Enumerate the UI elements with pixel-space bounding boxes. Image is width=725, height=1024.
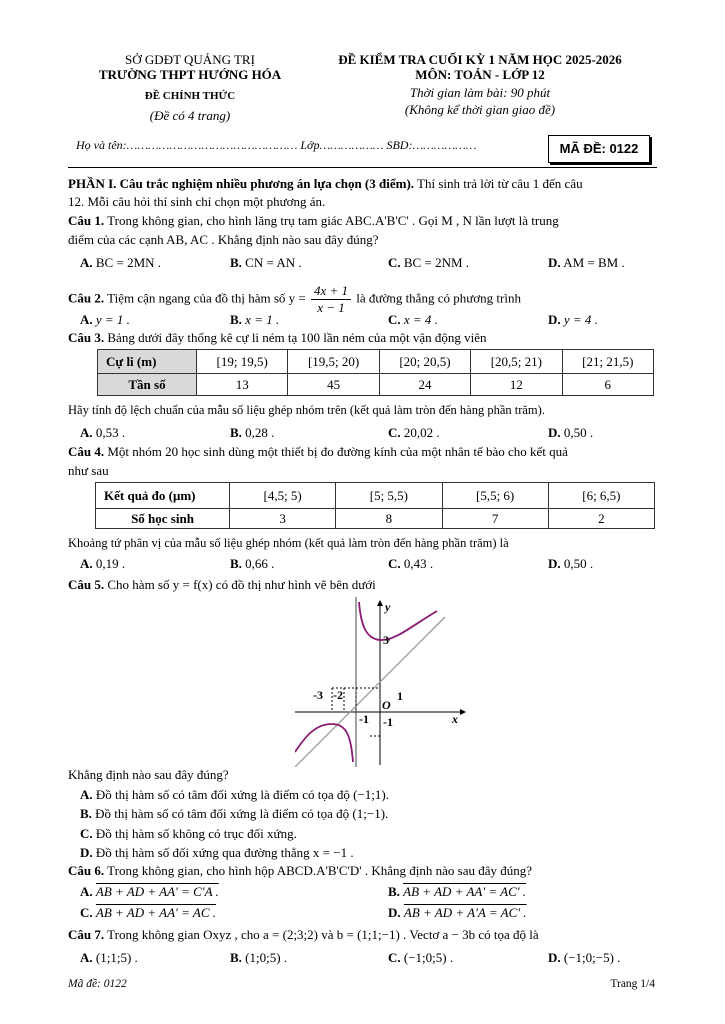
q5-option-a[interactable]: A. Đồ thị hàm số có tâm đối xứng là điểm có tọa độ (−1;1).: [80, 787, 389, 802]
tick-minus3: -3: [313, 688, 323, 702]
q7-text: Câu 7. Trong không gian Oxyz , cho a = (2;3;2) và b = (1;1;−1) . Vectơ a − 3b có tọa độ là: [68, 927, 539, 942]
q7-option-c[interactable]: C. (−1;0;5) .: [388, 950, 454, 965]
q3-option-a[interactable]: A. 0,53 .: [80, 425, 126, 440]
exam-code-box: MÃ ĐỀ: 0122: [548, 135, 650, 163]
subject: MÔN: TOÁN - LỚP 12: [415, 67, 545, 82]
q2-text: Câu 2. Tiệm cận ngang của đồ thị hàm số y = $\frac{4x + 1}{x - 1}$ là đường thẳng có phương trình: [68, 283, 521, 315]
q5-option-d[interactable]: D. Đồ thị hàm số đối xứng qua đường thẳng x = −1 .: [80, 845, 354, 860]
tick-minus1-x: -1: [359, 712, 369, 726]
q4-count-cell: Số học sinh: [96, 509, 230, 529]
q7-option-d[interactable]: D. (−1;0;−5) .: [548, 950, 621, 965]
q6-option-a[interactable]: A. AB + AD + AA' = C'A .: [80, 884, 219, 899]
q3-interval: [20,5; 21): [471, 350, 562, 374]
q4-text: Câu 4. Một nhóm 20 học sinh dùng một thiết bị đo đường kính của một nhân tế bào cho kết quả: [68, 444, 568, 459]
tick-1: 1: [397, 689, 403, 703]
q3-table: [97, 349, 654, 396]
q4-interval: [5; 5,5): [336, 483, 442, 509]
q3-option-c[interactable]: C. 20,02 .: [388, 425, 440, 440]
q4-option-b[interactable]: B. 0,66 .: [230, 556, 275, 571]
q4-interval: [4,5; 5): [230, 483, 336, 509]
q3-freq: 24: [379, 374, 470, 396]
q5-option-b[interactable]: B. Đồ thị hàm số có tâm đối xứng là điểm có tọa độ (1;−1).: [80, 806, 389, 821]
q4-text-2: như sau: [68, 463, 109, 478]
curve-left-branch: [295, 724, 353, 762]
q3-freq: 13: [197, 374, 288, 396]
q3-head-cell: Cự li (m): [98, 350, 197, 374]
tick-minus2: -2: [333, 688, 343, 702]
q1-text: Câu 1. Trong không gian, cho hình lăng trụ tam giác ABC.A'B'C' . Gọi M , N lần lượt là trung: [68, 213, 559, 228]
q4-count: 8: [336, 509, 442, 529]
q5-question: Khẳng định nào sau đây đúng?: [68, 767, 229, 782]
q2-fraction: $\frac{4x + 1}{x - 1}$: [311, 283, 351, 316]
q6-option-c[interactable]: C. AB + AD + AA' = AC .: [80, 905, 216, 920]
x-axis-label: x: [452, 712, 458, 726]
q1-option-b[interactable]: B. CN = AN .: [230, 255, 302, 270]
q3-question: Hãy tính độ lệch chuẩn của mẫu số liệu ghép nhóm trên (kết quả làm tròn đến hàng phần trăm).: [68, 403, 545, 417]
q3-freq-cell: Tần số: [98, 374, 197, 396]
student-info-line: Họ và tên:………………………………………… Lớp……………… SBD:………………: [76, 138, 477, 152]
q4-head-cell: Kết quả đo (μm): [96, 483, 230, 509]
q3-row-freq: [98, 374, 654, 396]
time-limit: Thời gian làm bài: 90 phút: [409, 85, 551, 100]
q2-option-c[interactable]: C. x = 4 .: [388, 312, 438, 327]
q5-graph: [295, 597, 470, 767]
q6-text: Câu 6. Trong không gian, cho hình hộp ABCD.A'B'C'D' . Khẳng định nào sau đây đúng?: [68, 863, 533, 878]
q4-count: 3: [230, 509, 336, 529]
q4-count: 2: [548, 509, 654, 529]
school-name: TRƯỜNG THPT HƯỚNG HÓA: [98, 67, 282, 82]
q4-interval: [5,5; 6): [442, 483, 548, 509]
q5-option-c[interactable]: C. Đồ thị hàm số không có trục đối xứng.: [80, 826, 297, 841]
q4-row-count: [96, 509, 655, 529]
q6-option-d[interactable]: D. AB + AD + A'A = AC' .: [388, 905, 527, 920]
curve-right-branch: [359, 602, 437, 640]
q2-option-b[interactable]: B. x = 1 .: [230, 312, 280, 327]
header-divider: [68, 167, 657, 168]
q6-option-b[interactable]: B. AB + AD + AA' = AC' .: [388, 884, 527, 899]
q3-text: Câu 3. Bảng dưới đây thống kê cự li ném tạ 100 lần ném của một vận động viên: [68, 330, 487, 345]
q7-option-a[interactable]: A. (1;1;5) .: [80, 950, 138, 965]
part1-intro: 12. Mỗi câu hỏi thí sinh chỉ chọn một phương án.: [68, 194, 326, 209]
q4-option-c[interactable]: C. 0,43 .: [388, 556, 434, 571]
dept-name: SỞ GDĐT QUẢNG TRỊ: [125, 52, 255, 67]
q1-option-c[interactable]: C. BC = 2NM .: [388, 255, 470, 270]
tick-minus1-y: -1: [383, 715, 393, 729]
q5-text: Câu 5. Cho hàm số y = f(x) có đồ thị như hình vẽ bên dưới: [68, 577, 376, 592]
q3-option-b[interactable]: B. 0,28 .: [230, 425, 275, 440]
q3-interval: [20; 20,5): [379, 350, 470, 374]
exam-title: ĐỀ KIỂM TRA CUỐI KỲ 1 NĂM HỌC 2025-2026: [338, 52, 622, 67]
q2-option-d[interactable]: D. y = 4 .: [548, 312, 598, 327]
tick-3: 3: [383, 633, 389, 647]
footer-exam-code: Mã đề: 0122: [68, 978, 127, 990]
q3-freq: 6: [562, 374, 653, 396]
q4-option-d[interactable]: D. 0,50 .: [548, 556, 594, 571]
q4-count: 7: [442, 509, 548, 529]
q2-option-a[interactable]: A. y = 1 .: [80, 312, 130, 327]
q4-question: Khoảng tứ phân vị của mẫu số liệu ghép nhóm (kết quả làm tròn đến hàng phần trăm) là: [68, 536, 509, 550]
q3-row-intervals: [98, 350, 654, 374]
part1-heading: PHẦN I. Câu trắc nghiệm nhiều phương án lựa chọn (3 điểm). Thí sinh trả lời từ câu 1 đến câu: [68, 176, 583, 191]
q3-interval: [21; 21,5): [562, 350, 653, 374]
q1-text-2: điểm của các cạnh AB, AC . Khẳng định nào sau đây đúng?: [68, 232, 379, 247]
y-axis-label: y: [385, 600, 391, 614]
q4-interval: [6; 6,5): [548, 483, 654, 509]
footer-page-number: Trang 1/4: [610, 978, 655, 990]
q4-table: [95, 482, 655, 529]
q1-option-a[interactable]: A. BC = 2MN .: [80, 255, 162, 270]
q3-interval: [19; 19,5): [197, 350, 288, 374]
time-note: (Không kể thời gian giao đề): [404, 102, 556, 117]
origin-label: O: [382, 698, 391, 712]
q3-interval: [19,5; 20): [288, 350, 379, 374]
official-label: ĐỀ CHÍNH THỨC: [144, 90, 236, 102]
q7-option-b[interactable]: B. (1;0;5) .: [230, 950, 288, 965]
q4-option-a[interactable]: A. 0,19 .: [80, 556, 126, 571]
q3-freq: 45: [288, 374, 379, 396]
page-count: (Đề có 4 trang): [149, 108, 231, 123]
q1-option-d[interactable]: D. AM = BM .: [548, 255, 625, 270]
q4-row-intervals: [96, 483, 655, 509]
q3-option-d[interactable]: D. 0,50 .: [548, 425, 594, 440]
q3-freq: 12: [471, 374, 562, 396]
